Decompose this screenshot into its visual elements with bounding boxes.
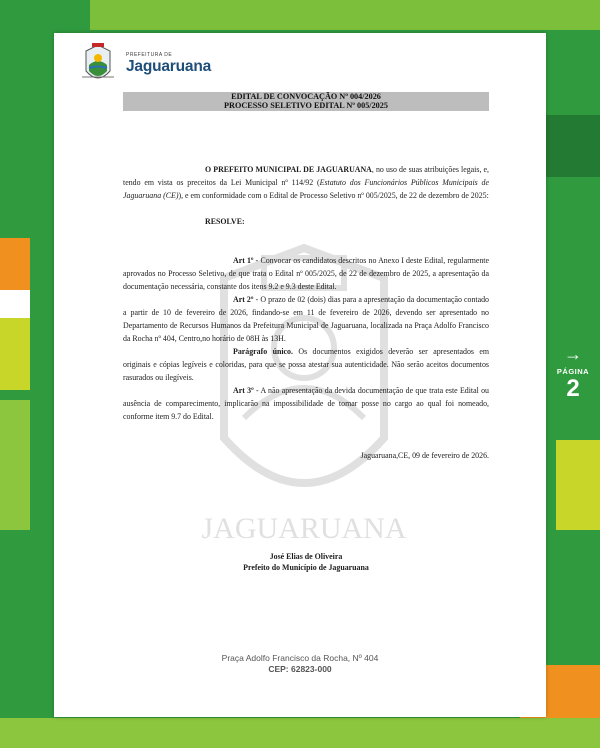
- bg-lime-bottom: [0, 718, 600, 748]
- footer-address: Praça Adolfo Francisco da Rocha, Nº 404: [221, 653, 379, 663]
- article-1: Art 1º - Convocar os candidatos descritos no Anexo I deste Edital, regularmente aprovados no Processo Seletivo, de que trata o Edital nº 005/2025, de 22 de dezembro de 2025, a apresentação da documentação necessária, constante dos itens 9.2 e 9.3 deste Edital.: [123, 256, 489, 291]
- bg-lime-left-low: [0, 400, 30, 530]
- signatory-name: José Elias de Oliveira: [269, 552, 343, 561]
- bg-lime-right: [556, 440, 600, 530]
- document-body: [123, 163, 489, 462]
- document-date: Jaguaruana,CE, 09 de fevereiro de 2026.: [360, 451, 489, 460]
- signatory-role: Prefeito do Município de Jaguaruana: [243, 563, 369, 572]
- footer-cep: CEP: 62823-000: [268, 664, 332, 674]
- brand-name: Jaguaruana: [126, 58, 212, 75]
- bg-white-left: [0, 290, 30, 318]
- sole-paragraph: Parágrafo único. Os documentos exigidos deverão ser apresentados em originais e cópias legíveis e coloridas, para que se possa atestar sua autenticidade. Não serão aceitos documentos rasurados ou ilegíveis.: [123, 347, 490, 382]
- document-page: [54, 33, 546, 717]
- bg-dark-right: [546, 115, 600, 177]
- intro-paragraph: O PREFEITO MUNICIPAL DE JAGUARUANA, no uso de suas atribuições legais, e, tendo em vista os preceitos da Lei Municipal nº 114/92 (Estatuto dos Funcionários Públicos Municipais de Jaguaruana (CE)), e em conformidade com o Edital de Processo Seletivo nº 005/2025, de 22 de dezembro de 2025:: [123, 165, 490, 200]
- bg-orange-left: [0, 238, 30, 290]
- brand-prefix: PREFEITURA DE: [126, 52, 173, 58]
- article-3: Art 3º - A não apresentação da devida documentação de que trata este Edital ou ausência de comparecimento, implicarão na impossibilidade de tomar posse no cargo ao qual foi nomeado, conforme item 9.7 do Edital.: [123, 386, 490, 421]
- page-label: PÁGINA: [556, 367, 590, 376]
- arrow-right-icon: →: [564, 344, 582, 364]
- page-number: 2: [566, 375, 580, 402]
- watermark-text: JAGUARUANA: [201, 512, 407, 545]
- article-2: Art 2º - O prazo de 02 (dois) dias para a apresentação da documentação contado a partir de 10 de fevereiro de 2026, findando-se em 11 de fevereiro de 2026, devendo ser apresentado no Departamento de Recursos Humanos da Prefeitura Municipal de Jaguaruana, localizada na Praça Adolfo Francisco da Rocha nº 404, Centro,no horário de 08H às 13H.: [123, 295, 490, 343]
- resolve-heading: RESOLVE:: [205, 217, 245, 226]
- page-footer: [54, 653, 546, 674]
- page-indicator: [553, 345, 593, 402]
- edital-subtitle: PROCESSO SELETIVO EDITAL Nº 005/2025: [224, 101, 388, 110]
- bg-lime-band: [0, 0, 600, 30]
- edital-title: EDITAL DE CONVOCAÇÃO Nº 004/2026: [231, 92, 381, 101]
- bg-green-corner: [0, 0, 90, 30]
